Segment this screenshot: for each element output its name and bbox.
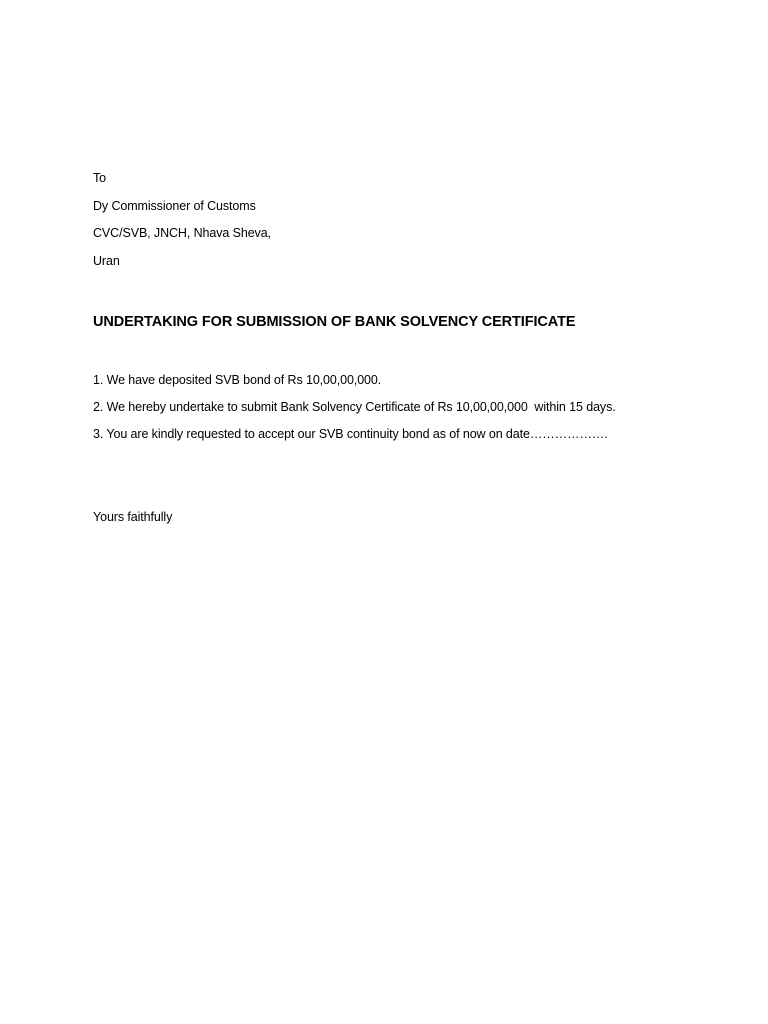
closing-text: Yours faithfully bbox=[93, 510, 173, 524]
recipient-designation: Dy Commissioner of Customs bbox=[93, 199, 256, 213]
salutation: To bbox=[93, 171, 107, 185]
document-title: UNDERTAKING FOR SUBMISSION OF BANK SOLVENCY CERTIFICATE bbox=[93, 314, 576, 330]
point-item: 2. We hereby undertake to submit Bank Solvency Certificate of Rs 10,00,00,000 within 15 days. bbox=[93, 400, 616, 414]
recipient-city: Uran bbox=[93, 254, 120, 268]
point-item: 3. You are kindly requested to accept our SVB continuity bond as of now on date………………. bbox=[93, 427, 608, 441]
point-item: 1. We have deposited SVB bond of Rs 10,00,00,000. bbox=[93, 373, 382, 387]
recipient-address: CVC/SVB, JNCH, Nhava Sheva, bbox=[93, 226, 271, 240]
